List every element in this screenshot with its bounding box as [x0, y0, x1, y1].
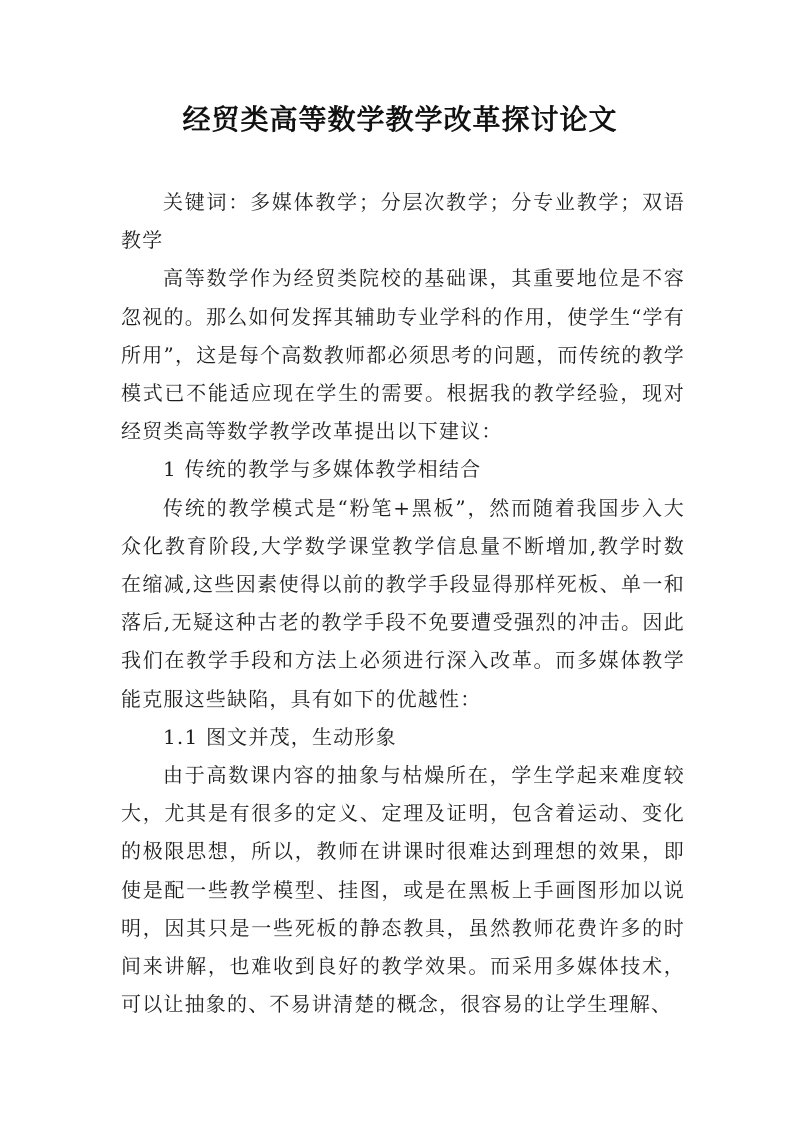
document-body — [121, 183, 685, 1023]
keywords-paragraph: 关键词：多媒体教学；分层次教学；分专业教学；双语教学 — [121, 190, 685, 253]
document-title: 经贸类高等数学教学改革探讨论文 — [182, 103, 618, 136]
subsection-heading-1-1: 1.1 图文并茂，生动形象 — [163, 724, 397, 749]
subsection-1-1-paragraph: 由于高数课内容的抽象与枯燥所在，学生学起来难度较大，尤其是有很多的定义、定理及证明，包含着运动、变化的极限思想，所以，教师在讲课时很难达到理想的效果，即使是配一些教学模型、挂图，或是在黑板上手画图形加以说明，因其只是一些死板的静态教具，虽然教师花费许多的时间来讲解，也难收到良好的教学效果。而采用多媒体技术，可以让抽象的、不易讲清楚的概念，很容易的让学生理解、 — [121, 763, 685, 1017]
section-1-paragraph: 传统的教学模式是“粉笔+黑板”，然而随着我国步入大众化教育阶段,大学数学课堂教学信息量不断增加,教学时数在缩减,这些因素使得以前的教学手段显得那样死板、单一和落后,无疑这种古老的教学手段不免要遭受强烈的冲击。因此我们在教学手段和方法上必须进行深入改革。而多媒体教学能克服这些缺陷，具有如下的优越性： — [121, 495, 685, 711]
section-heading-1: 1 传统的教学与多媒体教学相结合 — [163, 457, 482, 482]
intro-paragraph: 高等数学作为经贸类院校的基础课，其重要地位是不容忽视的。那么如何发挥其辅助专业学科的作用，使学生“学有所用”，这是每个高数教师都必须思考的问题，而传统的教学模式已不能适应现在学生的需要。根据我的教学经验，现对经贸类高等数学教学改革提出以下建议： — [121, 266, 685, 444]
